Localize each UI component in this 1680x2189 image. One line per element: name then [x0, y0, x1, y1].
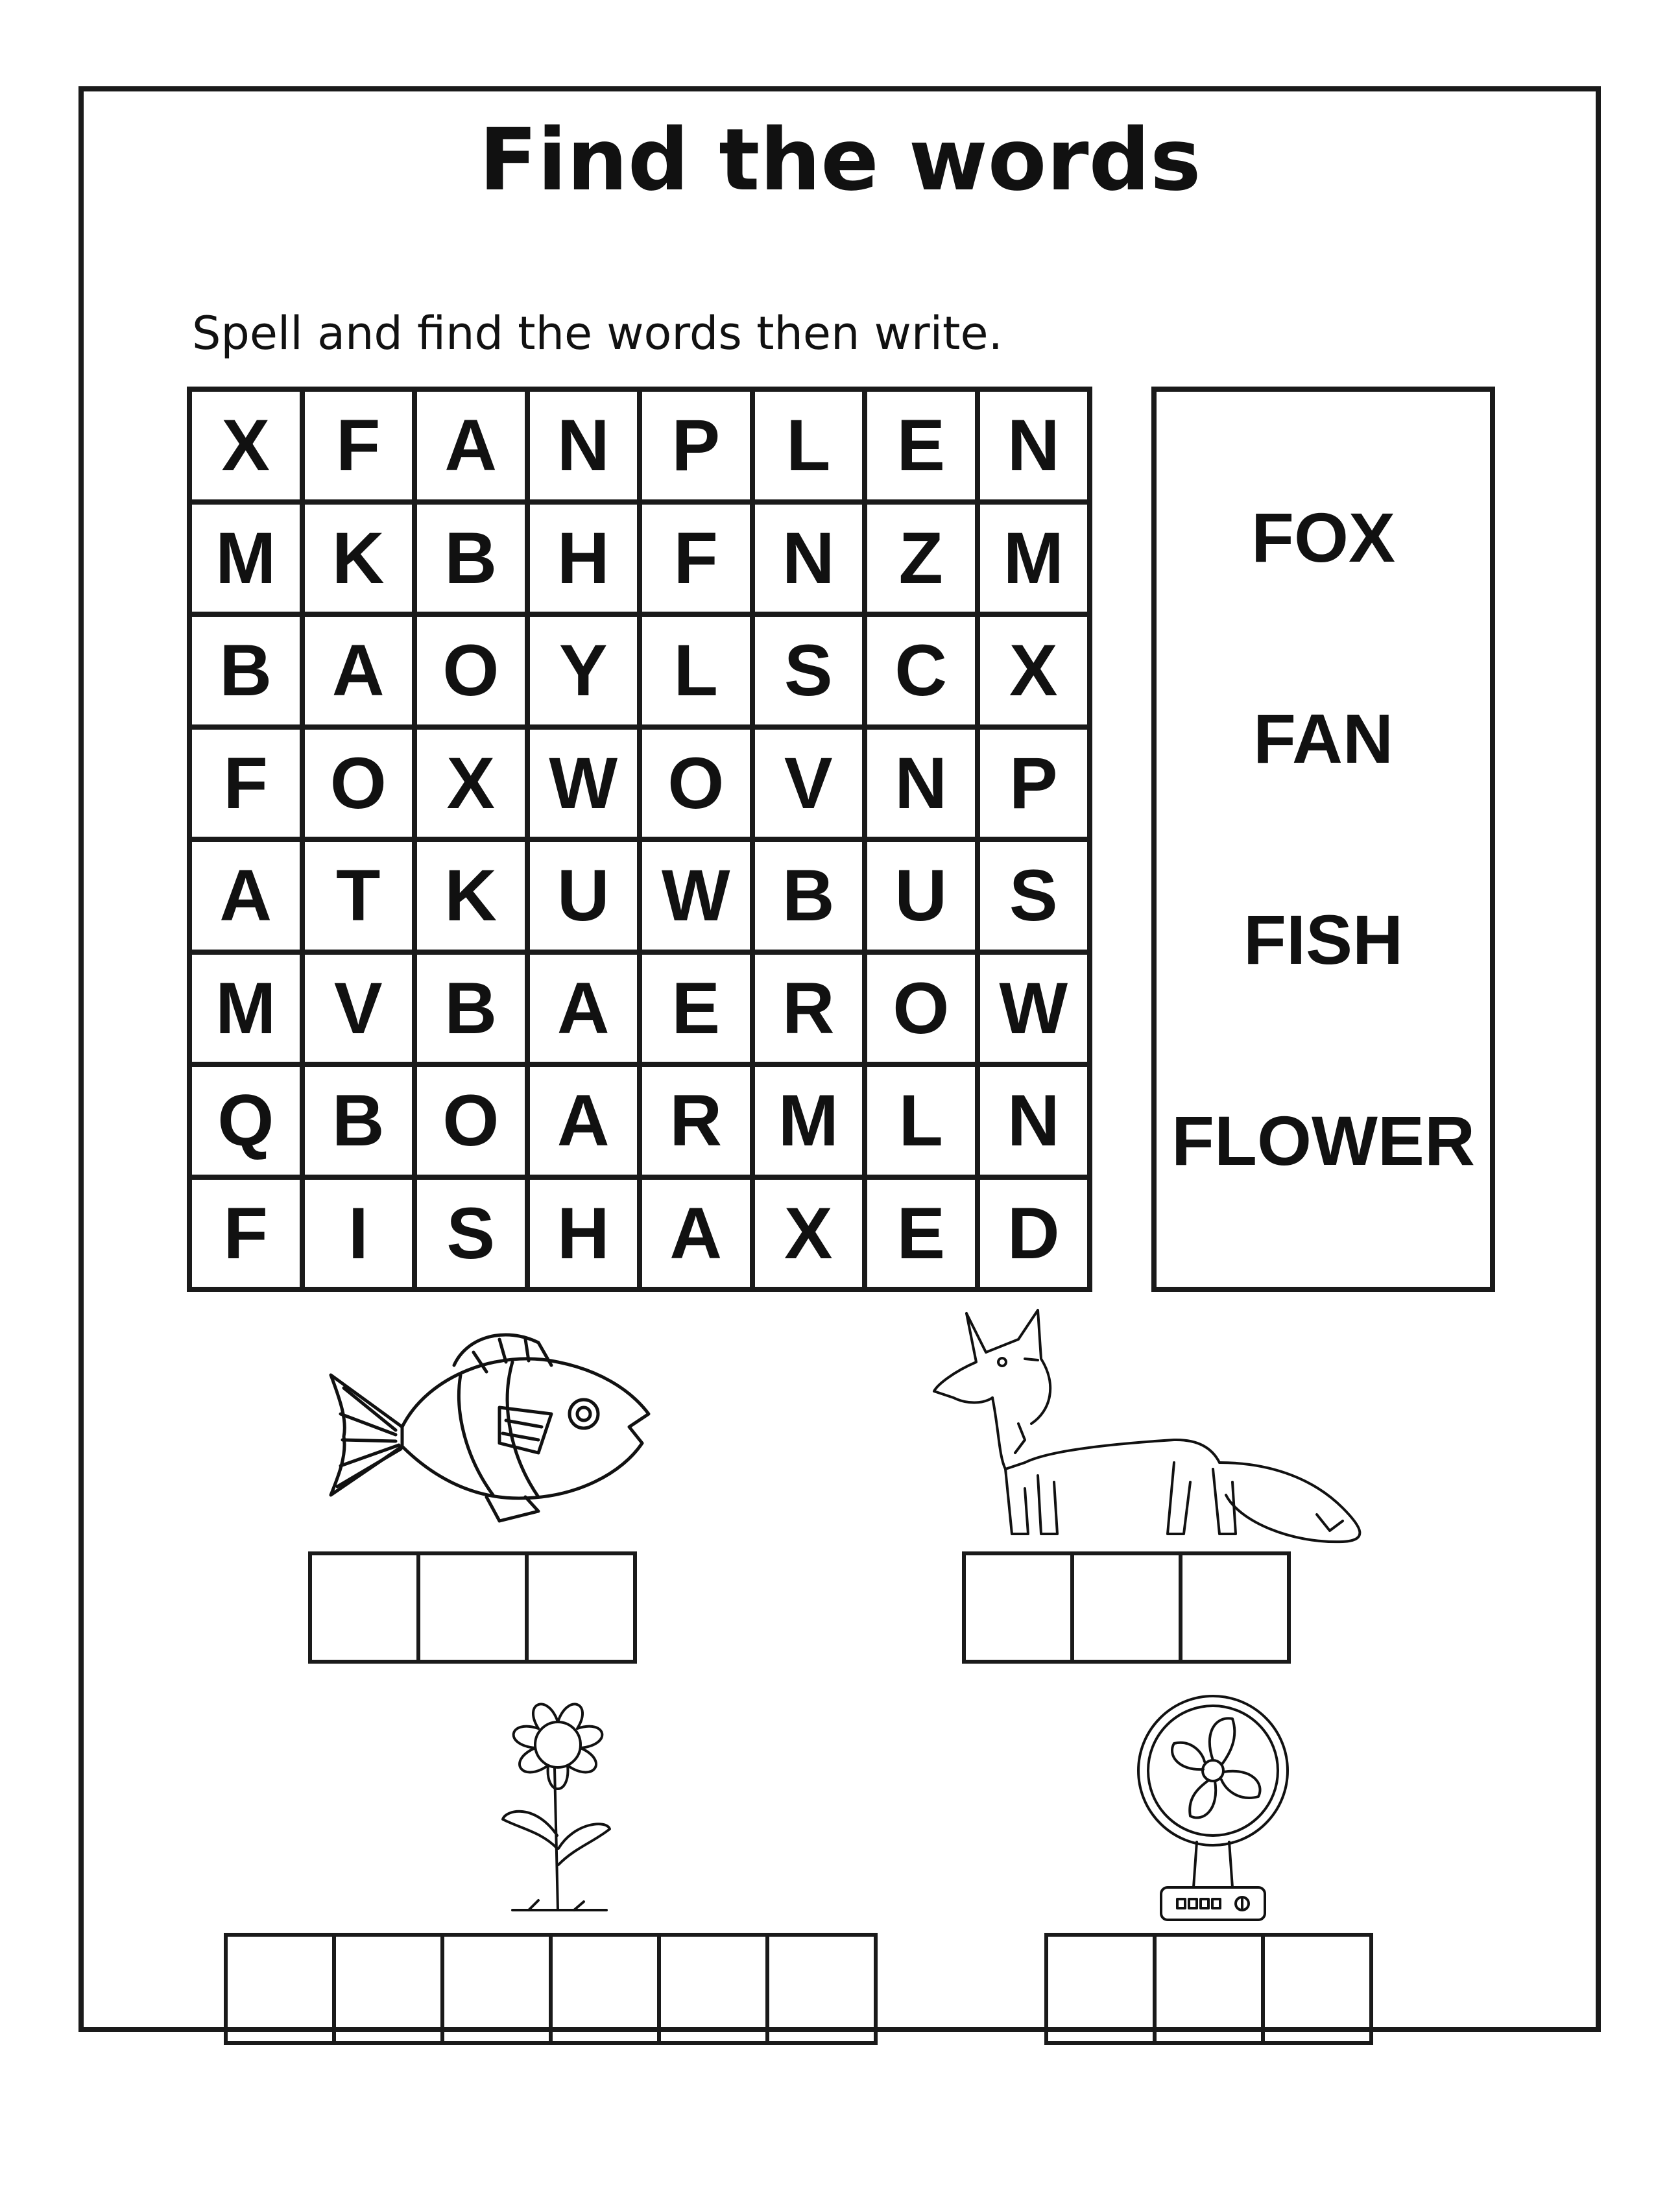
grid-cell[interactable]: O	[640, 727, 752, 840]
grid-cell[interactable]: R	[752, 952, 865, 1065]
word-list-item: FLOWER	[1171, 1101, 1475, 1180]
letter-box[interactable]	[962, 1551, 1074, 1664]
grid-cell[interactable]: F	[640, 502, 752, 615]
grid-cell[interactable]: S	[978, 839, 1090, 952]
letter-box[interactable]	[1153, 1933, 1265, 2045]
fan-answer-boxes[interactable]	[1044, 1933, 1373, 2045]
grid-cell[interactable]: F	[302, 389, 415, 502]
grid-cell[interactable]: O	[865, 952, 978, 1065]
letter-box[interactable]	[525, 1551, 637, 1664]
grid-cell[interactable]: A	[414, 389, 527, 502]
letter-box[interactable]	[1044, 1933, 1157, 2045]
fan-icon	[1125, 1693, 1301, 1933]
flower-answer-boxes[interactable]	[224, 1933, 878, 2045]
grid-cell[interactable]: A	[640, 1177, 752, 1290]
grid-cell[interactable]: F	[189, 727, 302, 840]
grid-cell[interactable]: X	[978, 614, 1090, 727]
grid-cell[interactable]: M	[978, 502, 1090, 615]
grid-cell[interactable]: D	[978, 1177, 1090, 1290]
grid-cell[interactable]: V	[302, 952, 415, 1065]
grid-cell[interactable]: F	[189, 1177, 302, 1290]
grid-cell[interactable]: B	[752, 839, 865, 952]
letter-box[interactable]	[308, 1551, 420, 1664]
grid-cell[interactable]: N	[752, 502, 865, 615]
word-list-item: FAN	[1253, 699, 1393, 778]
grid-cell[interactable]: C	[865, 614, 978, 727]
grid-cell[interactable]: W	[527, 727, 640, 840]
grid-cell[interactable]: O	[414, 614, 527, 727]
letter-box[interactable]	[765, 1933, 878, 2045]
letter-box[interactable]	[1261, 1933, 1373, 2045]
grid-cell[interactable]: E	[865, 389, 978, 502]
grid-cell[interactable]: M	[189, 952, 302, 1065]
letter-box[interactable]	[440, 1933, 553, 2045]
grid-cell[interactable]: L	[640, 614, 752, 727]
fish-icon	[305, 1317, 668, 1531]
word-list-item: FISH	[1243, 900, 1403, 979]
grid-cell[interactable]: X	[189, 389, 302, 502]
grid-cell[interactable]: M	[752, 1064, 865, 1177]
grid-cell[interactable]: Y	[527, 614, 640, 727]
grid-cell[interactable]: T	[302, 839, 415, 952]
grid-cell[interactable]: V	[752, 727, 865, 840]
grid-cell[interactable]: S	[414, 1177, 527, 1290]
grid-cell[interactable]: W	[978, 952, 1090, 1065]
grid-cell[interactable]: U	[865, 839, 978, 952]
grid-cell[interactable]: X	[414, 727, 527, 840]
letter-box[interactable]	[224, 1933, 336, 2045]
grid-cell[interactable]: A	[302, 614, 415, 727]
grid-cell[interactable]: Z	[865, 502, 978, 615]
grid-cell[interactable]: N	[978, 1064, 1090, 1177]
grid-cell[interactable]: B	[414, 952, 527, 1065]
letter-box[interactable]	[549, 1933, 661, 2045]
grid-cell[interactable]: O	[414, 1064, 527, 1177]
grid-cell[interactable]: N	[865, 727, 978, 840]
grid-cell[interactable]: K	[414, 839, 527, 952]
grid-cell[interactable]: P	[640, 389, 752, 502]
letter-box[interactable]	[1070, 1551, 1182, 1664]
letter-box[interactable]	[416, 1551, 529, 1664]
grid-cell[interactable]: N	[978, 389, 1090, 502]
grid-cell[interactable]: L	[865, 1064, 978, 1177]
grid-cell[interactable]: S	[752, 614, 865, 727]
grid-cell[interactable]: E	[865, 1177, 978, 1290]
word-list-item: FOX	[1251, 498, 1395, 577]
grid-cell[interactable]: K	[302, 502, 415, 615]
grid-cell[interactable]: W	[640, 839, 752, 952]
grid-cell[interactable]: I	[302, 1177, 415, 1290]
grid-cell[interactable]: U	[527, 839, 640, 952]
grid-cell[interactable]: H	[527, 1177, 640, 1290]
grid-cell[interactable]: E	[640, 952, 752, 1065]
grid-cell[interactable]: R	[640, 1064, 752, 1177]
fish-answer-boxes[interactable]	[308, 1551, 637, 1664]
grid-cell[interactable]: P	[978, 727, 1090, 840]
page-title: Find the words	[479, 110, 1201, 210]
grid-cell[interactable]: A	[527, 1064, 640, 1177]
grid-cell[interactable]: B	[302, 1064, 415, 1177]
letter-box[interactable]	[1179, 1551, 1291, 1664]
grid-cell[interactable]: N	[527, 389, 640, 502]
letter-box[interactable]	[332, 1933, 444, 2045]
grid-cell[interactable]: H	[527, 502, 640, 615]
fox-icon	[928, 1300, 1382, 1547]
instruction-text: Spell and find the words then write.	[192, 307, 1003, 360]
grid-cell[interactable]: A	[189, 839, 302, 952]
fox-answer-boxes[interactable]	[962, 1551, 1291, 1664]
grid-cell[interactable]: Q	[189, 1064, 302, 1177]
grid-cell[interactable]: B	[414, 502, 527, 615]
grid-cell[interactable]: B	[189, 614, 302, 727]
grid-cell[interactable]: X	[752, 1177, 865, 1290]
word-list	[1151, 387, 1495, 1292]
letter-box[interactable]	[657, 1933, 769, 2045]
grid-cell[interactable]: O	[302, 727, 415, 840]
word-search-grid	[187, 387, 1092, 1292]
grid-cell[interactable]: A	[527, 952, 640, 1065]
flower-icon	[477, 1693, 652, 1933]
grid-cell[interactable]: M	[189, 502, 302, 615]
grid-cell[interactable]: L	[752, 389, 865, 502]
